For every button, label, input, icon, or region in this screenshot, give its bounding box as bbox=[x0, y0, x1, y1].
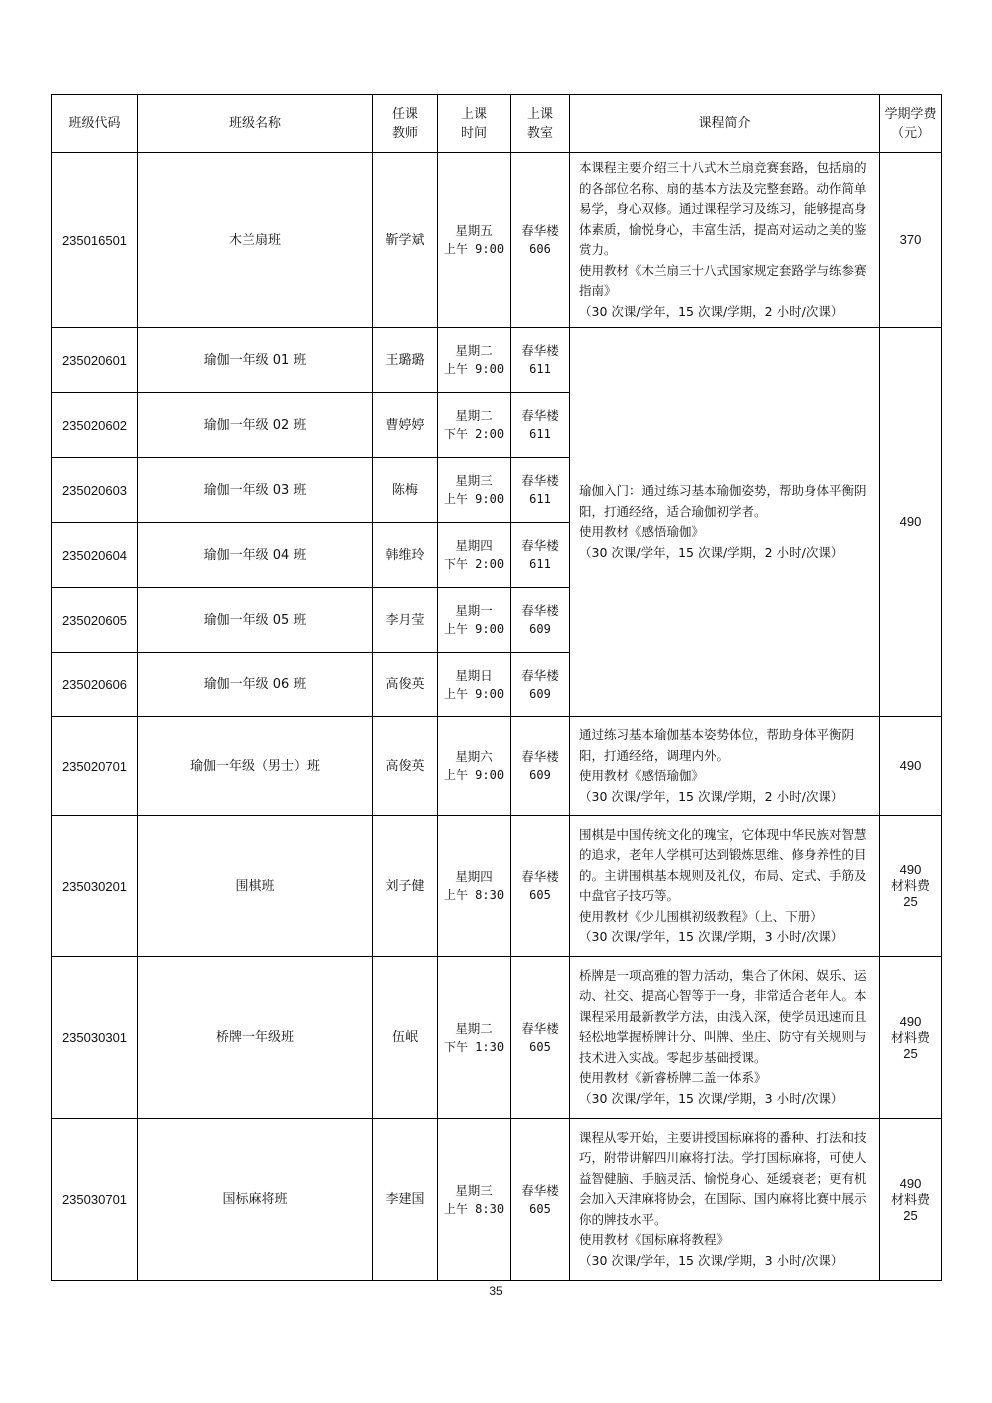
header-fee: 学期学费 （元） bbox=[880, 95, 942, 153]
class-name: 瑜伽一年级 02 班 bbox=[138, 393, 373, 458]
class-name: 瑜伽一年级 04 班 bbox=[138, 523, 373, 588]
fee: 490 bbox=[880, 328, 942, 717]
header-name: 班级名称 bbox=[138, 95, 373, 153]
class-name: 桥牌一年级班 bbox=[138, 957, 373, 1119]
class-time: 星期三 上午 9:00 bbox=[438, 458, 511, 523]
class-code: 235020606 bbox=[52, 653, 138, 717]
class-time: 星期二 上午 9:00 bbox=[438, 328, 511, 393]
table-row bbox=[52, 816, 942, 957]
class-name: 瑜伽一年级（男士）班 bbox=[138, 717, 373, 816]
table-row bbox=[52, 328, 942, 393]
course-intro: 通过练习基本瑜伽基本姿势体位，帮助身体平衡阴阳，打通经络，调理内外。 使用教材《感悟瑜伽》 （30 次课/学年，15 次课/学期，2 小时/次课） bbox=[570, 717, 880, 816]
class-code: 235030301 bbox=[52, 957, 138, 1119]
teacher: 韩维玲 bbox=[373, 523, 438, 588]
teacher: 曹婷婷 bbox=[373, 393, 438, 458]
classroom: 春华楼 611 bbox=[511, 328, 570, 393]
header-row bbox=[52, 95, 942, 153]
header-room: 上课 教室 bbox=[511, 95, 570, 153]
class-name: 瑜伽一年级 03 班 bbox=[138, 458, 373, 523]
teacher: 李建国 bbox=[373, 1119, 438, 1281]
course-intro: 桥牌是一项高雅的智力活动，集合了休闲、娱乐、运动、社交、提高心智等于一身，非常适合老年人。本课程采用最新教学方法，由浅入深，使学员迅速而且轻松地掌握桥牌计分、叫牌、坐庄、防守有关规则与技术进入实战。零起步基础授课。 使用教材《新睿桥牌二盖一体系》 （30 次课/学年，15 次课/学期，3 小时/次课） bbox=[570, 957, 880, 1119]
class-code: 235030201 bbox=[52, 816, 138, 957]
course-intro: 课程从零开始，主要讲授国标麻将的番种、打法和技巧，附带讲解四川麻将打法。学打国标麻将，可使人益智健脑、手脑灵活、愉悦身心、延缓衰老；更有机会加入天津麻将协会，在国际、国内麻将比赛中展示你的牌技水平。 使用教材《国标麻将教程》 （30 次课/学年，15 次课/学期，3 小时/次课） bbox=[570, 1119, 880, 1281]
course-intro: 瑜伽入门：通过练习基本瑜伽姿势，帮助身体平衡阴阳，打通经络，适合瑜伽初学者。 使用教材《感悟瑜伽》 （30 次课/学年，15 次课/学期，2 小时/次课） bbox=[570, 328, 880, 717]
header-teacher: 任课 教师 bbox=[373, 95, 438, 153]
teacher: 伍岷 bbox=[373, 957, 438, 1119]
page-number: 35 bbox=[489, 1284, 503, 1298]
class-code: 235020604 bbox=[52, 523, 138, 588]
header-code: 班级代码 bbox=[52, 95, 138, 153]
classroom: 春华楼 611 bbox=[511, 458, 570, 523]
class-name: 瑜伽一年级 06 班 bbox=[138, 653, 373, 717]
class-code: 235020603 bbox=[52, 458, 138, 523]
class-time: 星期五 上午 9:00 bbox=[438, 153, 511, 328]
classroom: 春华楼 611 bbox=[511, 523, 570, 588]
teacher: 靳学斌 bbox=[373, 153, 438, 328]
table-row bbox=[52, 153, 942, 328]
fee: 490 bbox=[880, 717, 942, 816]
fee: 370 bbox=[880, 153, 942, 328]
fee: 490 材料费 25 bbox=[880, 816, 942, 957]
classroom: 春华楼 609 bbox=[511, 588, 570, 653]
fee: 490 材料费 25 bbox=[880, 1119, 942, 1281]
class-code: 235020602 bbox=[52, 393, 138, 458]
classroom: 春华楼 605 bbox=[511, 957, 570, 1119]
classroom: 春华楼 609 bbox=[511, 653, 570, 717]
class-time: 星期三 上午 8:30 bbox=[438, 1119, 511, 1281]
course-intro: 围棋是中国传统文化的瑰宝，它体现中华民族对智慧的追求，老年人学棋可达到锻炼思维、修身养性的目的。主讲围棋基本规则及礼仪，布局、定式、手筋及中盘官子技巧等。 使用教材《少儿围棋初级教程》（上、下册） （30 次课/学年，15 次课/学期，3 小时/次课） bbox=[570, 816, 880, 957]
class-code: 235030701 bbox=[52, 1119, 138, 1281]
header-intro: 课程简介 bbox=[570, 95, 880, 153]
class-time: 星期四 上午 8:30 bbox=[438, 816, 511, 957]
classroom: 春华楼 611 bbox=[511, 393, 570, 458]
class-name: 围棋班 bbox=[138, 816, 373, 957]
class-name: 瑜伽一年级 01 班 bbox=[138, 328, 373, 393]
teacher: 高俊英 bbox=[373, 717, 438, 816]
class-time: 星期六 上午 9:00 bbox=[438, 717, 511, 816]
teacher: 王璐璐 bbox=[373, 328, 438, 393]
class-name: 木兰扇班 bbox=[138, 153, 373, 328]
course-table bbox=[51, 94, 942, 1281]
class-time: 星期二 下午 1:30 bbox=[438, 957, 511, 1119]
class-name: 国标麻将班 bbox=[138, 1119, 373, 1281]
table-row bbox=[52, 717, 942, 816]
teacher: 刘子健 bbox=[373, 816, 438, 957]
fee: 490 材料费 25 bbox=[880, 957, 942, 1119]
table-row bbox=[52, 1119, 942, 1281]
classroom: 春华楼 606 bbox=[511, 153, 570, 328]
class-code: 235016501 bbox=[52, 153, 138, 328]
header-time: 上课 时间 bbox=[438, 95, 511, 153]
classroom: 春华楼 609 bbox=[511, 717, 570, 816]
class-time: 星期二 下午 2:00 bbox=[438, 393, 511, 458]
class-code: 235020701 bbox=[52, 717, 138, 816]
classroom: 春华楼 605 bbox=[511, 816, 570, 957]
class-time: 星期日 上午 9:00 bbox=[438, 653, 511, 717]
class-time: 星期四 下午 2:00 bbox=[438, 523, 511, 588]
course-intro: 本课程主要介绍三十八式木兰扇竞赛套路，包括扇的的各部位名称、扇的基本方法及完整套路。动作简单易学，身心双修。通过课程学习及练习，能够提高身体素质，愉悦身心，丰富生活，提高对运动之美的鉴赏力。 使用教材《木兰扇三十八式国家规定套路学与练参赛指南》 （30 次课/学年，15 次课/学期，2 小时/次课） bbox=[570, 153, 880, 328]
class-code: 235020601 bbox=[52, 328, 138, 393]
teacher: 李月莹 bbox=[373, 588, 438, 653]
teacher: 高俊英 bbox=[373, 653, 438, 717]
table-row bbox=[52, 957, 942, 1119]
class-code: 235020605 bbox=[52, 588, 138, 653]
class-time: 星期一 上午 9:00 bbox=[438, 588, 511, 653]
teacher: 陈梅 bbox=[373, 458, 438, 523]
classroom: 春华楼 605 bbox=[511, 1119, 570, 1281]
class-name: 瑜伽一年级 05 班 bbox=[138, 588, 373, 653]
